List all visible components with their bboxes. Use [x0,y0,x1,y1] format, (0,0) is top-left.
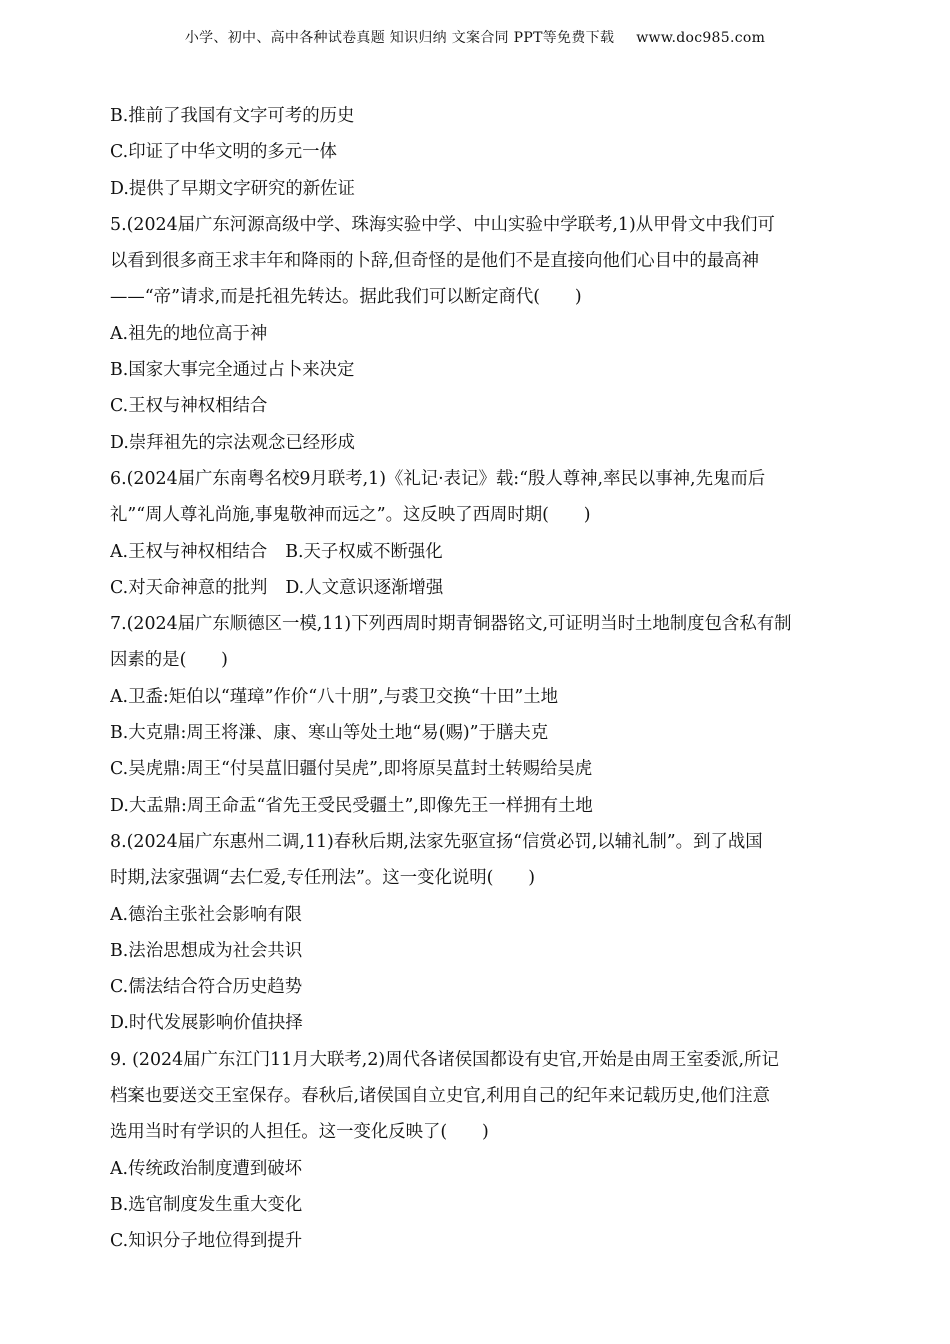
option-line: D.崇拜祖先的宗法观念已经形成 [110,432,355,453]
option-left: C.对天命神意的批判 [110,577,268,598]
option-line: C.王权与神权相结合 [110,396,268,417]
question-content [110,98,842,1260]
question-6-line: 6.(2024届广东南粤名校9月联考,1)《礼记·表记》载:“殷人尊神,率民以事神,先鬼而后 [110,468,766,489]
question-8-line: 8.(2024届广东惠州二调,11)春秋后期,法家先驱宣扬“信赏必罚,以辅礼制”。到了战国 [110,831,763,852]
option-line: D.时代发展影响价值抉择 [110,1013,303,1034]
option-line: A.德治主张社会影响有限 [110,904,302,925]
option-line: D.提供了早期文字研究的新佐证 [110,178,355,199]
question-7-line: 因素的是( ) [110,650,228,671]
option-line: C.吴虎鼎:周王“付吴蒀旧疆付吴虎”,即将原吴蒀封土转赐给吴虎 [110,759,593,780]
option-line: B.法治思想成为社会共识 [110,940,303,961]
option-line: A.祖先的地位高于神 [110,323,268,344]
question-6-line: 礼”“周人尊礼尚施,事鬼敬神而远之”。这反映了西周时期( ) [110,505,591,526]
option-line: C.儒法结合符合历史趋势 [110,977,303,998]
option-line: B.推前了我国有文字可考的历史 [110,106,355,126]
option-right: B.天子权威不断强化 [285,541,443,562]
question-5-line: ——“帝”请求,而是托祖先转达。据此我们可以断定商代( ) [110,287,582,308]
option-line: B.国家大事完全通过占卜来决定 [110,360,355,381]
question-8-line: 时期,法家强调“去仁爱,专任刑法”。这一变化说明( ) [110,868,536,889]
option-line: B.选官制度发生重大变化 [110,1194,303,1215]
option-line: C.知识分子地位得到提升 [110,1231,303,1252]
option-line: C.印证了中华文明的多元一体 [110,142,337,163]
option-line: A.传统政治制度遭到破坏 [110,1158,302,1179]
option-right: D.人文意识逐渐增强 [285,577,444,598]
header-text: 小学、初中、高中各种试卷真题 知识归纳 文案合同 PPT等免费下载 [184,30,615,46]
question-5-line: 以看到很多商王求丰年和降雨的卜辞,但奇怪的是他们不是直接向他们心目中的最高神 [110,251,759,272]
question-5-line: 5.(2024届广东河源高级中学、珠海实验中学、中山实验中学联考,1)从甲骨文中我们可 [110,214,775,235]
question-9-line: 选用当时有学识的人担任。这一变化反映了( ) [110,1122,489,1143]
option-pair-line [110,534,842,570]
question-9-line: 9. (2024届广东江门11月大联考,2)周代各诸侯国都设有史官,开始是由周王室委派,所记 [110,1049,779,1070]
question-9-line: 档案也要送交王室保存。春秋后,诸侯国自立史官,利用自己的纪年来记载历史,他们注意 [110,1086,771,1107]
option-line: D.大盂鼎:周王命盂“省先王受民受疆土”,即像先王一样拥有土地 [110,795,593,816]
option-line: B.大克鼎:周王将溓、康、寒山等处土地“易(赐)”于膳夫克 [110,723,549,744]
option-line: A.卫盉:矩伯以“瑾璋”作价“八十朋”,与裘卫交换“十田”土地 [110,686,559,707]
page-header [0,27,950,47]
header-url: www.doc985.com [636,30,766,46]
option-left: A.王权与神权相结合 [110,541,268,562]
option-pair-line [110,570,842,606]
question-7-line: 7.(2024届广东顺德区一模,11)下列西周时期青铜器铭文,可证明当时土地制度包含私有制 [110,614,792,635]
